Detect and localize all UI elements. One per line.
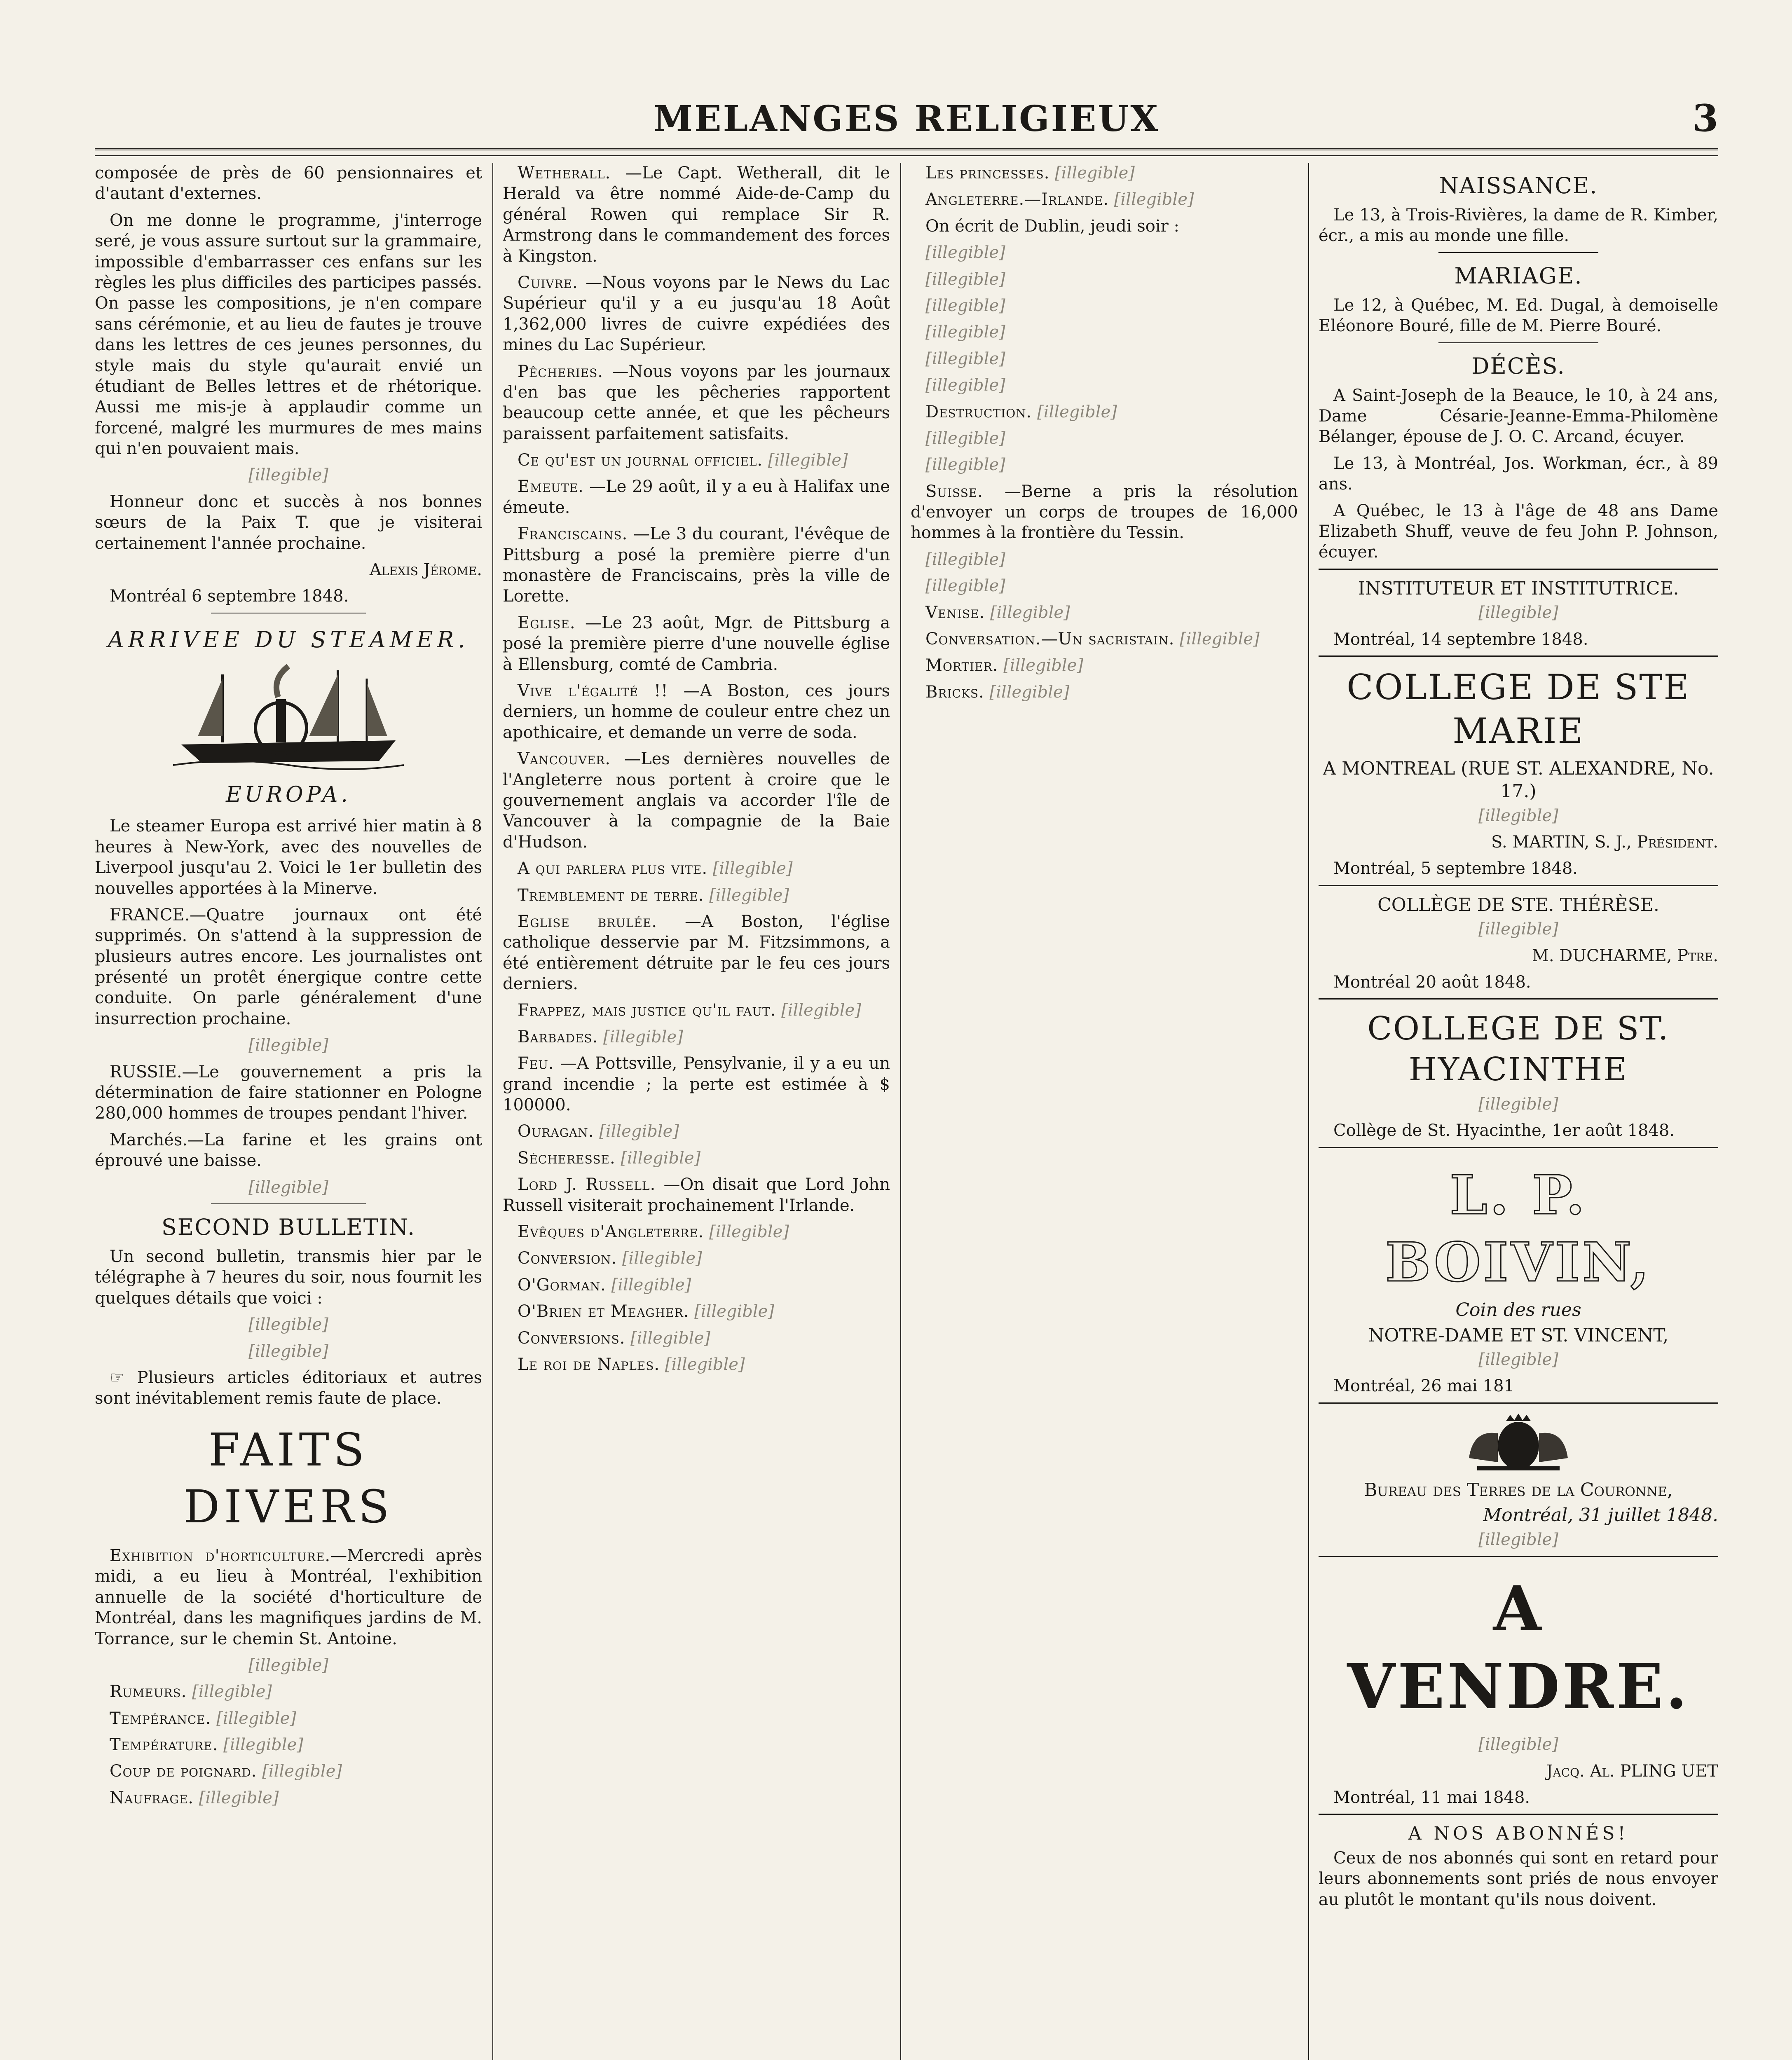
column-4	[1319, 163, 1718, 2060]
editorial-note: ☞ Plusieurs articles éditoriaux et autres sont inévitablement remis faute de place.	[95, 1368, 482, 1408]
news-item	[911, 242, 1298, 263]
news-item	[503, 1222, 890, 1242]
news-text: [illegible]	[925, 323, 1005, 342]
news-kicker: Vive l'égalité !!	[518, 681, 668, 700]
news-kicker: Pêcheries.	[518, 362, 604, 381]
news-kicker: Ce qu'est un journal officiel.	[518, 451, 763, 470]
column-divider	[900, 163, 901, 2060]
news-item	[503, 524, 890, 607]
ad-text: [illegible]	[1478, 1350, 1558, 1369]
news-kicker: Wetherall.	[518, 164, 611, 183]
news-item	[503, 1354, 890, 1375]
news-text: [illegible]	[925, 428, 1005, 448]
steamer-paragraph: [illegible]	[248, 1036, 328, 1055]
news-item	[911, 295, 1298, 316]
steamer-paragraph: Le steamer Europa est arrivé hier matin à 8 heures à New-York, avec des nouvelles de Liverpool jusqu'au 2. Voici le 1er bulletin des nouvelles apportées à la Minerve.	[95, 817, 482, 898]
ad-subheading: A MONTREAL (RUE ST. ALEXANDRE, No. 17.)	[1323, 758, 1714, 802]
news-kicker: O'Gorman.	[518, 1275, 606, 1295]
news-item	[911, 375, 1298, 396]
news-text: —Les dernières nouvelles de l'Angleterre nous portent à croire que le gouvernement anglais va accorder l'île de Vancouver à la compagnie de la Baie d'Hudson.	[503, 749, 890, 852]
news-item	[911, 454, 1298, 475]
news-kicker: Conversions.	[518, 1328, 625, 1348]
news-kicker: Naufrage.	[110, 1788, 194, 1807]
news-text: —Nous voyons par les journaux d'en bas que les pêcheries rapportent beaucoup cette année, et que les pêcheurs paraissent parfaitement satisfaits.	[503, 362, 890, 443]
news-item	[503, 613, 890, 675]
news-item	[95, 1761, 482, 1781]
news-kicker: Feu.	[518, 1054, 554, 1073]
news-text: [illegible]	[1055, 164, 1135, 183]
advertisement-bureau-terres	[1319, 1402, 1718, 1550]
news-item	[503, 1148, 890, 1168]
steamship-icon	[173, 662, 404, 777]
news-text: [illegible]	[925, 243, 1005, 262]
ad-heading: COLLEGE DE ST. HYACINTHE	[1367, 1010, 1670, 1088]
second-bulletin-paragraph: [illegible]	[248, 1315, 328, 1334]
news-kicker: Frappez, mais justice qu'il faut.	[518, 1001, 776, 1020]
news-kicker: Bricks.	[925, 682, 984, 702]
ad-date: Montréal, 14 septembre 1848.	[1333, 630, 1588, 649]
news-text: [illegible]	[216, 1709, 296, 1728]
news-item	[911, 655, 1298, 676]
news-text: [illegible]	[768, 451, 848, 470]
news-text: [illegible]	[223, 1735, 303, 1755]
news-text: —Le 23 août, Mgr. de Pittsburg a posé la première pierre d'une nouvelle église à Ellensburg, comté de Cambria.	[503, 613, 890, 674]
news-kicker: Les princesses.	[925, 164, 1050, 183]
column-divider	[1308, 163, 1309, 2060]
ad-signature: M. DUCHARME, Ptre.	[1532, 946, 1718, 965]
ad-heading: INSTITUTEUR ET INSTITUTRICE.	[1358, 578, 1679, 599]
news-item	[503, 858, 890, 879]
news-kicker: Le roi de Naples.	[518, 1355, 660, 1374]
news-item	[503, 911, 890, 995]
ad-date: Montréal, 31 juillet 1848.	[1483, 1505, 1718, 1526]
news-item	[503, 1248, 890, 1269]
steamer-heading: ARRIVEE DU STEAMER.	[108, 626, 469, 653]
news-text: [illegible]	[192, 1682, 272, 1702]
news-text: [illegible]	[611, 1275, 691, 1295]
news-text: [illegible]	[599, 1122, 679, 1141]
letter-paragraph: Honneur donc et succès à nos bonnes sœurs de la Paix T. que je visiterai certainement l'année prochaine.	[95, 492, 482, 553]
news-kicker: Ouragan.	[518, 1122, 594, 1141]
column-1	[95, 163, 482, 2060]
news-text: —A Boston, l'église catholique desservie par M. Fitzsimmons, a été entièrement détruite par le feu ces jours derniers.	[503, 912, 890, 994]
news-text: [illegible]	[925, 550, 1005, 569]
ad-date: Montréal, 26 mai 181	[1333, 1376, 1514, 1396]
news-kicker: Rumeurs.	[110, 1682, 187, 1702]
news-kicker: Franciscains.	[518, 524, 628, 544]
news-text: [illegible]	[1114, 190, 1194, 209]
news-item: [illegible]	[248, 1655, 328, 1675]
news-text: [illegible]	[925, 349, 1005, 368]
ad-text: [illegible]	[1478, 1530, 1558, 1549]
news-text: [illegible]	[1037, 402, 1117, 421]
news-kicker: Sécheresse.	[518, 1148, 616, 1168]
notice-text: Ceux de nos abonnés qui sont en retard pour leurs abonnements sont priés de nous envoyer au plutôt le montant qu'ils nous doivent.	[1319, 1848, 1718, 1909]
news-text: —Berne a pris la résolution d'envoyer un corps de troupes de 16,000 hommes à la frontière du Tessin.	[911, 482, 1298, 543]
news-item	[503, 1121, 890, 1142]
news-text: [illegible]	[989, 682, 1070, 702]
news-kicker: Suisse.	[925, 482, 984, 501]
second-bulletin-heading: SECOND BULLETIN.	[161, 1214, 416, 1240]
ad-heading: COLLEGE DE STE MARIE	[1347, 667, 1690, 751]
divider	[1438, 252, 1598, 253]
divider	[1438, 342, 1598, 343]
news-text: [illegible]	[694, 1302, 774, 1321]
news-item	[911, 189, 1298, 210]
ad-subheading: NOTRE-DAME ET ST. VINCENT,	[1368, 1325, 1669, 1346]
news-text: On écrit de Dublin, jeudi soir :	[925, 216, 1179, 236]
news-kicker: Destruction.	[925, 402, 1032, 421]
news-text: —A Pottsville, Pensylvanie, il y a eu un grand incendie ; la perte est estimée à $ 100000.	[503, 1054, 890, 1115]
news-item	[911, 602, 1298, 623]
second-bulletin-paragraph: [illegible]	[248, 1341, 328, 1361]
mariage-notice: Le 12, à Québec, M. Ed. Dugal, à demoiselle Eléonore Bouré, fille de M. Pierre Bouré.	[1319, 295, 1718, 336]
news-item	[503, 1275, 890, 1295]
news-kicker: Vancouver.	[518, 749, 611, 769]
news-kicker: Cuivre.	[518, 273, 578, 292]
news-text: [illegible]	[1003, 656, 1083, 675]
letter-signature: Alexis Jérome.	[369, 560, 482, 580]
deces-notice: A Québec, le 13 à l'âge de 48 ans Dame Elizabeth Shuff, veuve de feu John P. Johnson, écuyer.	[1319, 501, 1718, 562]
news-text: —Mercredi après midi, a eu lieu à Montréal, l'exhibition annuelle de la société d'horticulture de Montréal, dans les magnifiques jardins de M. Torrance, sur le chemin St. Antoine.	[95, 1546, 482, 1648]
letter-paragraph: On me donne le programme, j'interroge seré, je vous assure surtout sur la grammaire, impossible d'embarrasser ces enfans sur les règles les plus difficiles des participes passés. On passe les compositions, je n'en compare sans cérémonie, et au lieu de fautes je trouve dans les lettres de ces jeunes personnes, du style mais du style qu'aurait envié un étudiant de Belles lettres et de rhétorique. Aussi me mis-je à applaudir comme un forcené, malgré les murmures de mes mains qui n'en pouvaient mais.	[95, 211, 482, 459]
royal-crest-icon	[1461, 1413, 1576, 1475]
column-divider	[492, 163, 493, 2060]
news-kicker: Angleterre.—Irlande.	[925, 190, 1109, 209]
steamer-marches: Marchés.—La farine et les grains ont éprouvé une baisse.	[95, 1130, 482, 1170]
newspaper-page	[95, 95, 1718, 2060]
news-kicker: Conversion.	[518, 1249, 617, 1268]
news-text: [illegible]	[925, 455, 1005, 475]
news-text: [illegible]	[781, 1001, 861, 1020]
news-text: [illegible]	[925, 576, 1005, 596]
news-item	[911, 682, 1298, 702]
steamer-france: FRANCE.—Quatre journaux ont été supprimés. On s'attend à la suppression de plusieurs autres encore. Les journalistes ont présenté un protêt énergique contre cette conduite. On parle généralement d'une insurrection prochaine.	[95, 905, 482, 1028]
news-text: [illegible]	[925, 296, 1005, 315]
deces-notice: A Saint-Joseph de la Beauce, le 10, à 24 ans, Dame Césarie-Jeanne-Emma-Philomène Bélanger, épouse de J. O. C. Arcand, écuyer.	[1319, 386, 1718, 447]
news-item	[503, 1328, 890, 1348]
ad-text: [illegible]	[1478, 1735, 1558, 1754]
news-item	[911, 428, 1298, 449]
news-text: [illegible]	[665, 1355, 745, 1374]
intro-text: composée de près de 60 pensionnaires et d'autant d'externes.	[95, 164, 482, 204]
news-text: [illegible]	[925, 269, 1005, 289]
news-text: [illegible]	[1180, 630, 1260, 649]
news-item	[503, 1027, 890, 1047]
ad-signature: Jacq. Al. PLING UET	[1546, 1761, 1718, 1781]
news-text: [illegible]	[630, 1328, 710, 1348]
advertisement-college-st-hyacinthe	[1319, 998, 1718, 1141]
ad-date: Collège de St. Hyacinthe, 1er août 1848.	[1333, 1121, 1675, 1140]
news-text: —Le 3 du courant, l'évêque de Pittsburg a posé la première pierre d'un monastère de Franciscains, près la ville de Lorette.	[503, 524, 890, 606]
naissance-heading: NAISSANCE.	[1439, 173, 1598, 199]
news-kicker: Evêques d'Angleterre.	[518, 1222, 704, 1241]
news-item	[503, 272, 890, 356]
news-item	[911, 349, 1298, 369]
ad-text: [illegible]	[1478, 603, 1558, 623]
ad-heading: COLLÈGE DE STE. THÉRÈSE.	[1377, 894, 1659, 915]
news-item	[503, 1301, 890, 1322]
news-item	[503, 885, 890, 906]
news-item	[911, 629, 1298, 649]
news-kicker: Mortier.	[925, 656, 998, 675]
notice-heading: A NOS ABONNÉS!	[1408, 1823, 1629, 1845]
news-item	[911, 216, 1298, 236]
ad-heading: L. P. BOIVIN,	[1385, 1163, 1651, 1294]
steamer-russie: RUSSIE.—Le gouvernement a pris la détermination de faire stationner en Pologne 280,000 hommes de troupes pendant l'hiver.	[95, 1062, 482, 1123]
second-bulletin-paragraph: Un second bulletin, transmis hier par le télégraphe à 7 heures du soir, nous fournit les quelques détails que voici :	[95, 1247, 482, 1308]
news-text: [illegible]	[262, 1762, 342, 1781]
news-text: —A Boston, ces jours derniers, un homme de couleur entre chez un apothicaire, et demande un verre de soda.	[503, 681, 890, 742]
news-kicker: Emeute.	[518, 477, 584, 496]
news-item	[503, 450, 890, 471]
news-kicker: Coup de poignard.	[110, 1762, 257, 1781]
news-text: [illegible]	[621, 1148, 701, 1168]
news-kicker: Température.	[110, 1735, 218, 1755]
advertisement-instituteur	[1319, 569, 1718, 650]
news-item	[503, 749, 890, 852]
news-item	[95, 1735, 482, 1755]
news-text: —Nous voyons par le News du Lac Supérieur qu'il y a eu jusqu'au 18 Août 1,362,000 livres de cuivre expédiées des mines du Lac Supérieur.	[503, 273, 890, 355]
news-item	[911, 269, 1298, 290]
news-kicker: Exhibition d'horticulture.	[110, 1546, 331, 1565]
news-kicker: Barbades.	[518, 1027, 598, 1046]
news-item	[503, 681, 890, 743]
news-text: [illegible]	[709, 885, 789, 905]
news-text: —Le 29 août, il y a eu à Halifax une émeute.	[503, 477, 890, 517]
ad-heading: Bureau des Terres de la Couronne,	[1364, 1479, 1673, 1501]
ad-text: [illegible]	[1478, 920, 1558, 939]
ad-date: Montréal, 11 mai 1848.	[1333, 1788, 1530, 1807]
news-text: —Le Capt. Wetherall, dit le Herald va être nommé Aide-de-Camp du général Rowen qui remplace Sir R. Armstrong dans le commandement des forces à Kingston.	[503, 164, 890, 266]
ad-text: [illegible]	[1478, 806, 1558, 825]
news-text: [illegible]	[925, 376, 1005, 395]
news-item	[911, 402, 1298, 422]
news-text: [illegible]	[622, 1249, 702, 1268]
news-kicker: Eglise.	[518, 613, 576, 632]
news-item	[911, 576, 1298, 596]
advertisement-a-vendre	[1319, 1556, 1718, 1808]
deces-notice: Le 13, à Montréal, Jos. Workman, écr., à 89 ans.	[1319, 454, 1718, 494]
news-item	[503, 163, 890, 267]
naissance-notice: Le 13, à Trois-Rivières, la dame de R. Kimber, écr., a mis au monde une fille.	[1319, 206, 1718, 246]
news-item	[503, 476, 890, 518]
news-item	[503, 1174, 890, 1216]
news-item	[911, 549, 1298, 570]
news-text: [illegible]	[990, 603, 1070, 622]
ad-text: [illegible]	[1478, 1094, 1558, 1114]
news-item	[95, 1545, 482, 1649]
news-item	[911, 481, 1298, 543]
masthead-rule	[95, 148, 1718, 156]
advertisement-boivin	[1319, 1147, 1718, 1397]
news-kicker: Tremblement de terre.	[518, 885, 704, 905]
news-text: —On disait que Lord John Russell visiterait prochainement l'Irlande.	[503, 1175, 890, 1215]
divider	[211, 1203, 366, 1204]
ad-signature: S. MARTIN, S. J., Président.	[1491, 832, 1718, 852]
news-kicker: Conversation.—Un sacristain.	[925, 630, 1175, 649]
news-text: [illegible]	[712, 859, 793, 878]
news-item	[911, 322, 1298, 342]
ad-date: Montréal, 5 septembre 1848.	[1333, 859, 1578, 878]
faits-divers-heading: FAITS DIVERS	[183, 1423, 394, 1533]
news-item	[911, 163, 1298, 183]
column-2	[503, 163, 890, 2060]
masthead-title: MELANGES RELIGIEUX	[653, 98, 1160, 140]
letter-date: Montréal 6 septembre 1848.	[110, 587, 349, 606]
news-item	[95, 1788, 482, 1808]
advertisement-college-ste-marie	[1319, 655, 1718, 879]
news-item	[503, 361, 890, 445]
ship-caption: EUROPA.	[226, 782, 351, 807]
news-kicker: Tempérance.	[110, 1709, 211, 1728]
column-3	[911, 163, 1298, 2060]
ad-heading: A VENDRE.	[1347, 1573, 1690, 1723]
letter-paragraph: [illegible]	[248, 466, 328, 485]
news-text: [illegible]	[199, 1788, 279, 1807]
deces-heading: DÉCÈS.	[1471, 353, 1565, 379]
page-number: 3	[1692, 96, 1718, 140]
mariage-heading: MARIAGE.	[1454, 262, 1583, 289]
news-kicker: A qui parlera plus vite.	[518, 859, 708, 878]
advertisement-college-ste-therese	[1319, 885, 1718, 993]
ad-subheading: Coin des rues	[1455, 1299, 1581, 1321]
news-kicker: Lord J. Russell.	[518, 1175, 656, 1194]
masthead	[95, 95, 1718, 157]
news-text: [illegible]	[709, 1222, 789, 1241]
notice-abonnes	[1319, 1814, 1718, 1910]
news-item	[503, 1000, 890, 1021]
news-item	[503, 1053, 890, 1115]
news-text: [illegible]	[603, 1027, 683, 1046]
news-kicker: Venise.	[925, 603, 985, 622]
news-item	[95, 1681, 482, 1702]
news-item	[95, 1708, 482, 1729]
news-kicker: Eglise brulée.	[518, 912, 658, 931]
news-kicker: O'Brien et Meagher.	[518, 1302, 689, 1321]
ad-date: Montréal 20 août 1848.	[1333, 972, 1531, 992]
steamer-marches-detail: [illegible]	[248, 1177, 328, 1197]
